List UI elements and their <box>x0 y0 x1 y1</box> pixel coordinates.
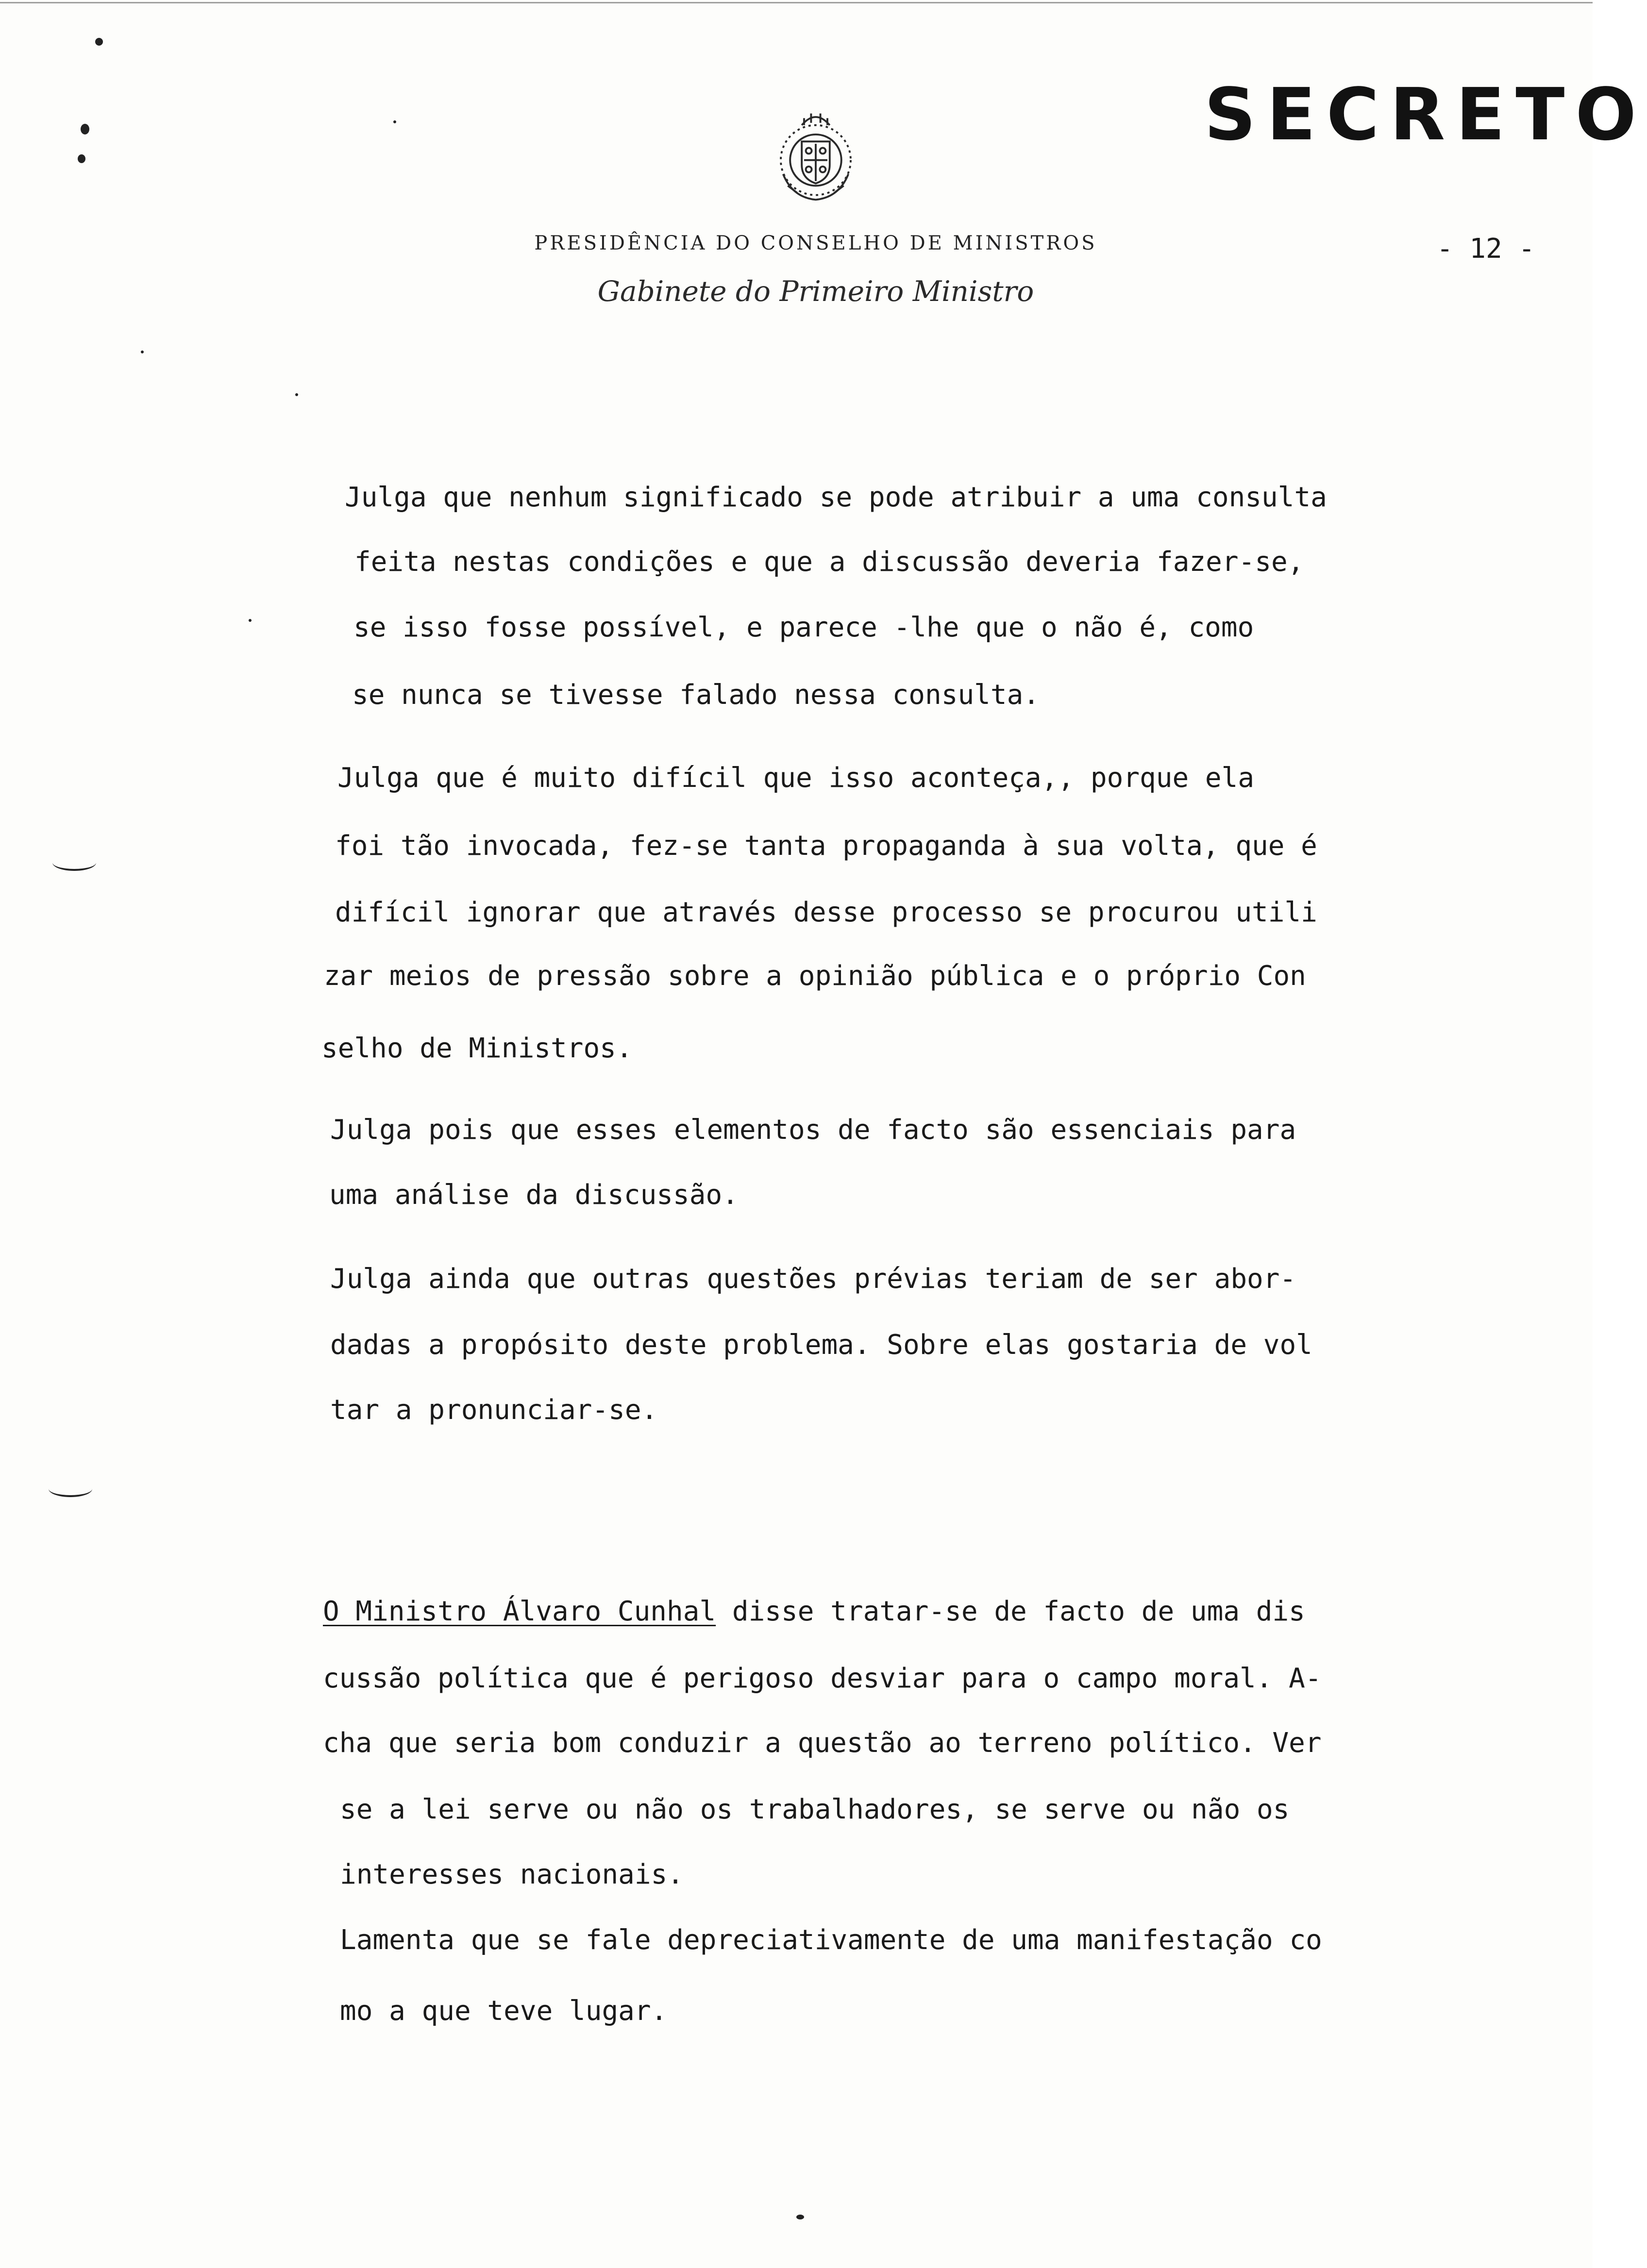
binding-mark <box>49 1481 92 1497</box>
text-line: uma análise da discussão. <box>329 1179 739 1211</box>
text-line: se nunca se tivesse falado nessa consulta. <box>352 679 1040 711</box>
coat-of-arms-seal <box>757 100 874 216</box>
text-line <box>323 1595 1305 1629</box>
speaker-line-rest: disse tratar-se de facto de uma dis <box>732 1596 1305 1627</box>
text-line: se isso fosse possível, e parece -lhe que o não é, como <box>353 612 1254 643</box>
text-line: tar a pronunciar-se. <box>330 1394 658 1426</box>
scan-speck <box>81 124 89 134</box>
scan-edge-line <box>0 2 1593 3</box>
text-line: cussão política que é perigoso desviar para o campo moral. A- <box>323 1663 1322 1694</box>
text-line: mo a que teve lugar. <box>340 1995 668 2027</box>
page-number: - 12 - <box>1436 233 1535 265</box>
text-line: Lamenta que se fale depreciativamente de uma manifestação co <box>340 1924 1322 1956</box>
text-line: cha que seria bom conduzir a questão ao terreno político. Ver <box>323 1727 1322 1759</box>
text-line: zar meios de pressão sobre a opinião pública e o próprio Con <box>324 960 1306 992</box>
scan-speck <box>393 120 396 123</box>
text-line: se a lei serve ou não os trabalhadores, se serve ou não os <box>340 1794 1290 1825</box>
text-line: Julga que nenhum significado se pode atribuir a uma consulta <box>345 482 1327 513</box>
scan-speck <box>295 393 298 396</box>
binding-mark <box>52 854 96 871</box>
scan-speck <box>796 2215 804 2219</box>
text-line: Julga ainda que outras questões prévias teriam de ser abor- <box>330 1263 1296 1295</box>
text-line: Julga pois que esses elementos de facto são essenciais para <box>330 1114 1296 1146</box>
text-line: interesses nacionais. <box>340 1859 684 1890</box>
speaker-name: O Ministro Álvaro Cunhal <box>323 1596 716 1627</box>
scan-speck <box>141 350 144 353</box>
scan-speck <box>78 154 85 163</box>
text-line: feita nestas condições e que a discussão deveria fazer-se, <box>354 546 1304 578</box>
text-line: dadas a propósito deste problema. Sobre elas gostaria de vol <box>330 1329 1312 1361</box>
text-line: selho de Ministros. <box>321 1033 633 1064</box>
scan-speck <box>249 619 252 622</box>
letterhead-title: PRESIDÊNCIA DO CONSELHO DE MINISTROS <box>534 232 1097 254</box>
text-line: Julga que é muito difícil que isso aconteça,, porque ela <box>337 762 1255 794</box>
scan-speck <box>95 38 103 46</box>
cabinet-subtitle: Gabinete do Primeiro Ministro <box>597 275 1034 308</box>
text-line: difícil ignorar que através desse processo se procurou utili <box>335 897 1317 928</box>
text-line: foi tão invocada, fez-se tanta propaganda à sua volta, que é <box>335 830 1317 862</box>
secret-stamp: SECRETO <box>1204 73 1647 156</box>
